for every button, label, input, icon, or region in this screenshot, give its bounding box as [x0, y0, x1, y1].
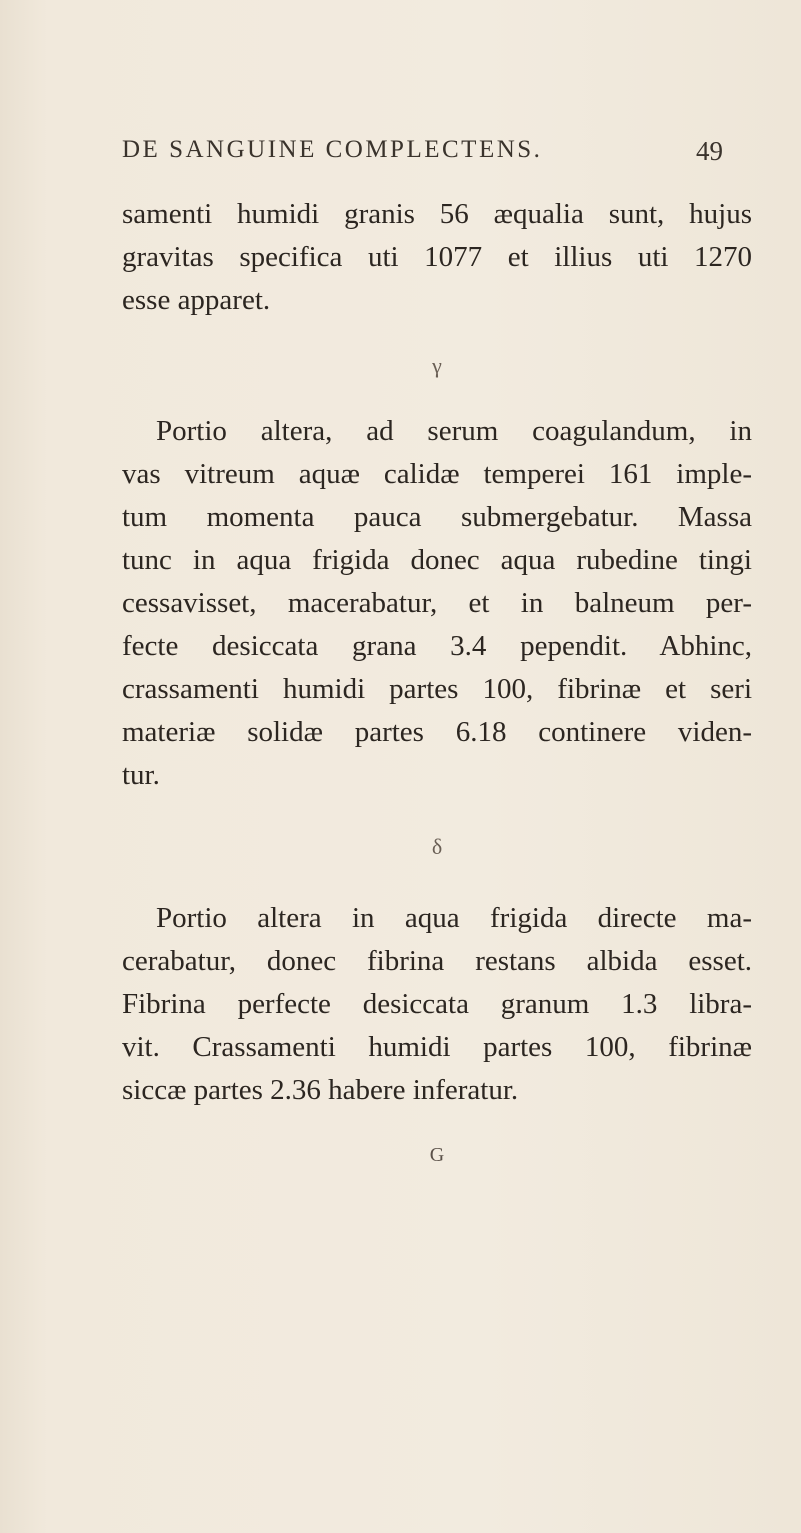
text-line: vas vitreum aquæ calidæ temperei 161 imple- — [122, 458, 752, 490]
text-line: fecte desiccata grana 3.4 pependit. Abhinc, — [122, 630, 752, 662]
text-line: tum momenta pauca submergebatur. Massa — [122, 501, 752, 533]
text-line: vit. Crassamenti humidi partes 100, fibrinæ — [122, 1031, 752, 1063]
text-line: siccæ partes 2.36 habere inferatur. — [122, 1074, 519, 1106]
text-line: cessavisset, macerabatur, et in balneum per- — [122, 587, 752, 619]
text-line: crassamenti humidi partes 100, fibrinæ et seri — [122, 673, 752, 705]
running-head: DE SANGUINE COMPLECTENS. — [122, 136, 543, 163]
paragraph-3 — [122, 897, 752, 1112]
section-mark-gamma: γ — [432, 353, 442, 378]
text-line: materiæ solidæ partes 6.18 continere viden- — [122, 716, 752, 748]
page-header — [0, 136, 801, 176]
text-line: cerabatur, donec fibrina restans albida esset. — [122, 945, 752, 977]
section-mark-delta: δ — [431, 834, 443, 859]
text-line: tur. — [122, 759, 160, 791]
text-line: gravitas specifica uti 1077 et illius uti 1270 — [122, 241, 752, 273]
text-line: esse apparet. — [122, 284, 271, 316]
paragraph-2 — [122, 410, 752, 797]
text-line: samenti humidi granis 56 æqualia sunt, hujus — [122, 198, 752, 230]
page-number: 49 — [696, 136, 723, 166]
text-line: Portio altera, ad serum coagulandum, in — [156, 415, 752, 447]
text-line: Fibrina perfecte desiccata granum 1.3 libra- — [122, 988, 752, 1020]
signature-mark: G — [429, 1144, 445, 1166]
body-text — [122, 193, 752, 1177]
text-line: Portio altera in aqua frigida directe ma- — [156, 902, 752, 934]
paragraph-1 — [122, 193, 752, 322]
text-line: tunc in aqua frigida donec aqua rubedine tingi — [122, 544, 752, 576]
